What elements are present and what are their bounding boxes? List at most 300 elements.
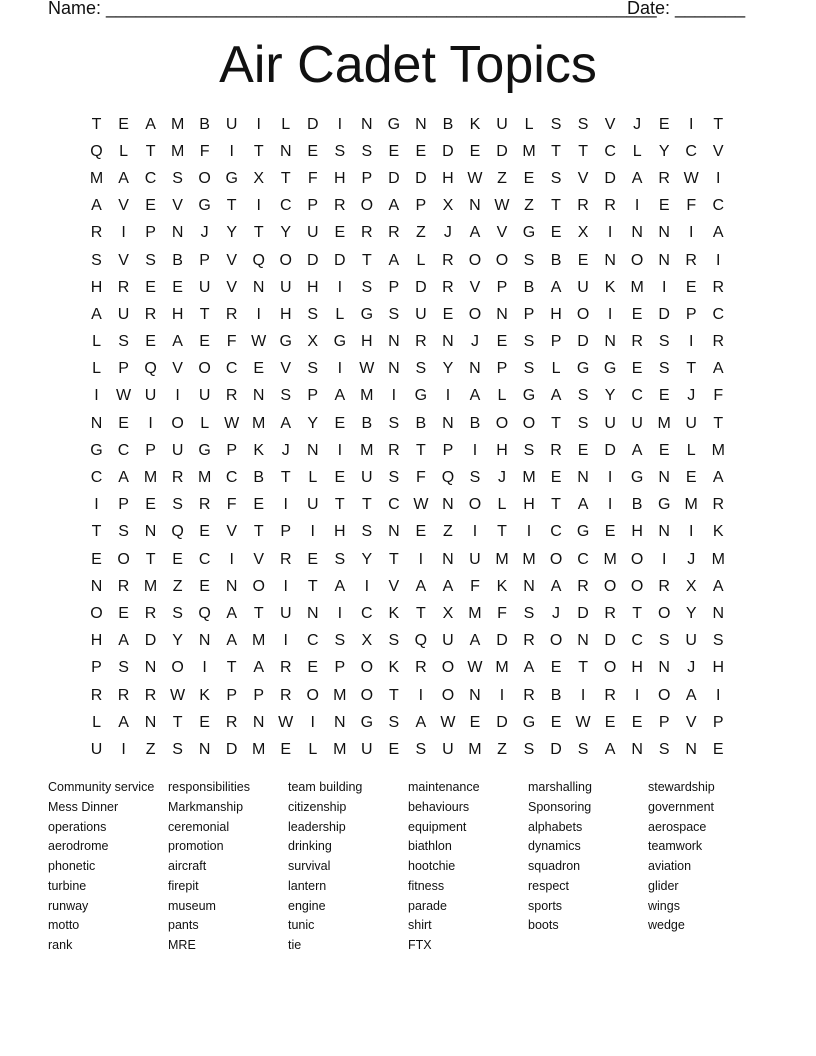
grid-letter: N (442, 496, 454, 514)
grid-letter: E (604, 523, 616, 541)
grid-letter: J (633, 115, 642, 133)
grid-letter: O (630, 251, 644, 269)
grid-letter: I (256, 305, 261, 323)
word-item: dynamics (528, 839, 581, 854)
grid-letter: O (468, 251, 482, 269)
grid-letter: N (523, 577, 535, 595)
grid-letter: N (658, 224, 670, 242)
grid-row (83, 383, 733, 410)
grid-letter: I (716, 251, 721, 269)
grid-letter: N (144, 713, 157, 731)
grid-letter: C (225, 360, 238, 378)
grid-letter: U (469, 550, 481, 568)
grid-letter: V (496, 224, 508, 242)
grid-letter: V (253, 550, 265, 568)
grid-letter: I (175, 387, 180, 405)
grid-letter: F (497, 604, 507, 622)
grid-letter: K (496, 577, 508, 595)
grid-letter: U (144, 387, 157, 405)
grid-letter: L (632, 142, 642, 160)
grid-letter: B (199, 115, 210, 133)
grid-letter: T (253, 142, 264, 160)
grid-letter: E (415, 523, 427, 541)
grid-letter: L (335, 305, 345, 323)
grid-letter: A (604, 740, 616, 758)
word-column (408, 778, 528, 956)
grid-row (83, 301, 733, 328)
grid-letter: J (687, 550, 696, 568)
grid-letter: S (388, 414, 400, 432)
word-item: motto (48, 918, 80, 933)
grid-letter: P (550, 333, 562, 351)
grid-letter: T (551, 496, 561, 514)
grid-letter: I (688, 523, 694, 541)
grid-letter: W (575, 713, 591, 731)
grid-letter: T (226, 197, 237, 215)
grid-letter: U (279, 278, 292, 296)
grid-letter: N (415, 115, 427, 133)
grid-letter: D (144, 632, 157, 650)
grid-letter: O (90, 604, 103, 622)
grid-letter: N (496, 305, 508, 323)
grid-letter: C (144, 169, 157, 187)
grid-letter: L (92, 713, 101, 731)
grid-letter: E (199, 333, 210, 351)
grid-letter: H (334, 523, 346, 541)
grid-letter: I (229, 550, 234, 568)
grid-letter: W (494, 197, 510, 215)
word-item: runway (48, 898, 89, 913)
grid-letter: S (577, 740, 589, 758)
grid-letter: G (198, 197, 211, 215)
grid-letter: L (92, 333, 101, 351)
grid-letter: A (712, 224, 724, 242)
grid-letter: C (388, 496, 400, 514)
grid-row (83, 519, 733, 546)
grid-letter: A (334, 577, 346, 595)
grid-letter: N (577, 469, 589, 487)
grid-letter: R (361, 224, 373, 242)
grid-letter: U (631, 414, 643, 432)
grid-letter: D (577, 604, 589, 622)
grid-letter: P (442, 441, 454, 459)
grid-letter: K (388, 604, 400, 622)
grid-letter: N (252, 713, 265, 731)
grid-letter: N (712, 604, 725, 622)
grid-letter: O (171, 414, 184, 432)
grid-letter: S (334, 632, 346, 650)
grid-letter: V (469, 278, 481, 296)
grid-letter: D (306, 251, 319, 269)
grid-letter: N (442, 414, 454, 432)
grid-letter: T (361, 496, 372, 514)
grid-letter: E (685, 469, 697, 487)
grid-row (83, 356, 733, 383)
grid-row (83, 274, 733, 301)
grid-letter: O (360, 686, 374, 704)
grid-letter: T (416, 604, 426, 622)
grid-letter: L (524, 115, 534, 133)
grid-letter: I (661, 550, 667, 568)
grid-letter: I (337, 115, 343, 133)
grid-letter: I (256, 115, 261, 133)
grid-letter: W (170, 686, 186, 704)
grid-letter: C (361, 604, 373, 622)
word-item: survival (288, 859, 331, 873)
grid-letter: T (145, 142, 156, 160)
grid-letter: R (523, 632, 535, 650)
grid-letter: E (91, 550, 102, 568)
grid-letter: X (253, 169, 265, 187)
word-item: FTX (408, 938, 432, 952)
grid-letter: P (496, 278, 508, 296)
grid-letter: I (310, 713, 315, 731)
grid-letter: I (418, 550, 424, 568)
grid-letter: R (90, 686, 103, 704)
grid-letter: X (442, 197, 454, 215)
grid-letter: S (712, 632, 724, 650)
word-column (648, 778, 768, 956)
grid-letter: R (604, 197, 616, 215)
word-item: operations (48, 819, 107, 834)
grid-letter: O (468, 305, 482, 323)
word-column (528, 778, 648, 956)
grid-letter: E (631, 713, 643, 731)
grid-letter: U (117, 305, 130, 323)
grid-letter: R (198, 496, 211, 514)
grid-letter: V (172, 197, 183, 215)
grid-letter: R (685, 251, 697, 269)
grid-letter: A (172, 333, 183, 351)
grid-letter: M (143, 469, 158, 487)
page-title: Air Cadet Topics (219, 36, 597, 94)
grid-letter: B (442, 115, 454, 133)
grid-letter: V (604, 115, 616, 133)
grid-letter: N (658, 523, 670, 541)
word-item: marshalling (528, 780, 592, 794)
grid-row (83, 247, 733, 274)
grid-letter: S (658, 360, 670, 378)
grid-letter: B (361, 414, 373, 432)
grid-letter: J (443, 224, 452, 242)
grid-letter: M (143, 577, 158, 595)
grid-letter: Y (307, 414, 319, 432)
word-item: glider (648, 878, 679, 893)
grid-letter: P (361, 169, 373, 187)
grid-letter: Q (171, 523, 184, 541)
grid-letter: O (657, 604, 671, 622)
grid-letter: S (307, 305, 319, 323)
grid-letter: H (90, 278, 103, 296)
grid-letter: P (280, 523, 292, 541)
grid-letter: E (550, 659, 562, 677)
word-item: MRE (168, 938, 196, 952)
grid-letter: C (225, 469, 238, 487)
grid-letter: N (144, 659, 157, 677)
grid-letter: C (712, 197, 725, 215)
grid-letter: G (576, 360, 590, 378)
word-item: Community service (48, 780, 155, 794)
grid-letter: I (202, 659, 207, 677)
grid-letter: N (252, 278, 265, 296)
grid-row (83, 736, 733, 763)
grid-letter: W (224, 414, 240, 432)
grid-letter: V (118, 197, 129, 215)
grid-letter: E (118, 115, 129, 133)
word-item: aerospace (648, 819, 707, 834)
grid-letter: V (226, 278, 237, 296)
grid-row (83, 220, 733, 247)
grid-letter: B (253, 469, 265, 487)
grid-row (83, 682, 733, 709)
grid-letter: R (415, 333, 427, 351)
grid-letter: S (388, 713, 400, 731)
grid-letter: N (225, 577, 238, 595)
grid-letter: E (550, 713, 562, 731)
grid-letter: G (387, 115, 401, 133)
grid-letter: T (632, 604, 643, 622)
grid-letter: I (607, 469, 613, 487)
grid-letter: A (280, 414, 292, 432)
grid-letter: P (658, 713, 670, 731)
grid-letter: R (604, 604, 616, 622)
grid-letter: A (253, 659, 265, 677)
grid-letter: M (603, 550, 617, 568)
grid-letter: I (580, 686, 586, 704)
grid-letter: B (631, 496, 643, 514)
grid-letter: P (307, 197, 319, 215)
grid-letter: E (631, 360, 643, 378)
grid-letter: P (199, 251, 210, 269)
grid-letter: W (278, 713, 294, 731)
grid-letter: S (334, 550, 346, 568)
grid-letter: M (170, 115, 185, 133)
grid-letter: Y (226, 224, 237, 242)
word-item: engine (288, 898, 326, 913)
grid-letter: G (522, 387, 536, 405)
grid-letter: U (442, 740, 454, 758)
grid-letter: B (523, 278, 535, 296)
grid-letter: E (523, 169, 535, 187)
grid-letter: N (388, 333, 400, 351)
grid-letter: F (416, 469, 426, 487)
grid-letter: R (658, 169, 670, 187)
grid-letter: K (469, 115, 481, 133)
grid-letter: R (117, 577, 130, 595)
word-item: hootchie (408, 859, 456, 873)
grid-letter: H (550, 305, 562, 323)
grid-letter: T (551, 414, 561, 432)
grid-letter: A (118, 469, 129, 487)
grid-letter: H (631, 659, 643, 677)
grid-letter: E (145, 333, 156, 351)
word-column (168, 778, 288, 956)
word-item: squadron (528, 859, 581, 873)
grid-letter: S (550, 115, 562, 133)
grid-letter: A (388, 197, 400, 215)
word-item: alphabets (528, 819, 583, 834)
grid-letter: I (607, 224, 613, 242)
grid-letter: S (361, 142, 373, 160)
grid-letter: W (467, 659, 483, 677)
grid-letter: F (226, 333, 237, 351)
grid-letter: N (442, 550, 454, 568)
grid-letter: I (716, 686, 721, 704)
grid-letter: S (172, 496, 183, 514)
grid-letter: S (388, 632, 400, 650)
grid-letter: I (634, 197, 640, 215)
grid-letter: R (658, 577, 670, 595)
grid-letter: M (522, 550, 536, 568)
word-list (48, 778, 778, 956)
word-item: fitness (408, 878, 445, 893)
grid-letter: U (442, 632, 454, 650)
grid-letter: I (716, 169, 721, 187)
word-item: aviation (648, 859, 692, 873)
grid-letter: C (631, 387, 643, 405)
grid-letter: E (658, 115, 670, 133)
grid-letter: R (550, 441, 562, 459)
grid-letter: K (604, 278, 616, 296)
grid-letter: M (170, 142, 185, 160)
word-item: Markmanship (168, 799, 244, 814)
word-item: turbine (48, 878, 87, 893)
grid-letter: Y (685, 604, 697, 622)
grid-letter: A (712, 469, 724, 487)
grid-letter: S (523, 604, 535, 622)
grid-letter: D (334, 251, 346, 269)
grid-letter: E (334, 224, 346, 242)
grid-letter: E (145, 278, 156, 296)
grid-letter: T (91, 523, 102, 541)
grid-letter: H (523, 496, 535, 514)
grid-letter: O (117, 550, 130, 568)
grid-letter: I (472, 523, 478, 541)
grid-letter: D (604, 441, 616, 459)
grid-letter: N (685, 740, 697, 758)
grid-letter: W (413, 496, 429, 514)
word-item: parade (408, 898, 447, 913)
grid-letter: R (388, 224, 400, 242)
grid-letter: T (334, 496, 345, 514)
grid-letter: U (171, 441, 184, 459)
grid-letter: M (522, 469, 536, 487)
grid-letter: N (469, 360, 481, 378)
grid-letter: W (440, 713, 456, 731)
grid-letter: S (523, 251, 535, 269)
grid-letter: M (333, 686, 347, 704)
grid-letter: O (495, 414, 509, 432)
grid-letter: A (577, 496, 589, 514)
grid-letter: I (337, 604, 343, 622)
grid-letter: P (145, 441, 156, 459)
grid-letter: A (523, 659, 535, 677)
grid-letter: G (360, 713, 374, 731)
grid-letter: I (229, 142, 234, 160)
grid-letter: E (469, 142, 481, 160)
grid-letter: J (497, 469, 506, 487)
grid-letter: E (118, 414, 129, 432)
grid-letter: Q (414, 632, 428, 650)
grid-letter: U (198, 387, 211, 405)
grid-letter: D (604, 632, 616, 650)
grid-letter: P (118, 496, 129, 514)
grid-letter: J (281, 441, 290, 459)
word-item: aerodrome (48, 839, 109, 854)
grid-letter: I (607, 496, 613, 514)
grid-letter: R (577, 577, 589, 595)
grid-letter: S (523, 360, 535, 378)
grid-letter: T (199, 305, 210, 323)
word-item: teamwork (648, 839, 703, 854)
grid-letter: T (551, 142, 561, 160)
grid-letter: C (631, 632, 643, 650)
grid-letter: A (712, 360, 724, 378)
grid-letter: R (712, 278, 725, 296)
word-item: rank (48, 938, 73, 952)
grid-letter: V (388, 577, 400, 595)
grid-letter: T (172, 713, 183, 731)
grid-letter: G (360, 305, 374, 323)
word-item: responsibilities (168, 780, 250, 794)
grid-letter: A (118, 713, 129, 731)
grid-letter: S (388, 305, 400, 323)
grid-letter: E (280, 740, 292, 758)
grid-letter: G (576, 523, 590, 541)
grid-letter: R (334, 197, 346, 215)
word-item: behaviours (408, 799, 470, 814)
grid-letter: G (522, 713, 536, 731)
grid-letter: L (308, 740, 318, 758)
grid-letter: R (279, 550, 292, 568)
grid-letter: D (496, 142, 508, 160)
grid-row (83, 709, 733, 736)
word-item: sports (528, 898, 563, 913)
grid-letter: I (148, 414, 153, 432)
grid-letter: M (657, 414, 671, 432)
grid-letter: L (200, 414, 210, 432)
grid-row (83, 111, 733, 138)
grid-letter: Z (172, 577, 183, 595)
grid-letter: T (578, 659, 588, 677)
grid-letter: S (577, 115, 589, 133)
grid-letter: E (658, 387, 670, 405)
grid-letter: M (197, 469, 212, 487)
grid-letter: E (496, 333, 508, 351)
grid-letter: M (711, 441, 725, 459)
grid-letter: V (118, 251, 129, 269)
grid-letter: R (388, 441, 400, 459)
word-column (288, 778, 408, 956)
grid-letter: I (310, 523, 315, 541)
grid-letter: A (226, 604, 237, 622)
grid-letter: R (631, 333, 643, 351)
grid-letter: E (550, 224, 562, 242)
grid-letter: B (172, 251, 183, 269)
grid-letter: M (468, 740, 482, 758)
grid-letter: Y (361, 550, 373, 568)
grid-letter: D (658, 305, 670, 323)
grid-letter: T (578, 142, 588, 160)
grid-letter: A (712, 577, 724, 595)
grid-letter: E (145, 197, 156, 215)
grid-letter: I (364, 577, 370, 595)
grid-letter: M (89, 169, 104, 187)
grid-letter: E (631, 305, 643, 323)
grid-letter: C (712, 305, 725, 323)
grid-letter: I (688, 224, 694, 242)
grid-letter: I (661, 278, 667, 296)
